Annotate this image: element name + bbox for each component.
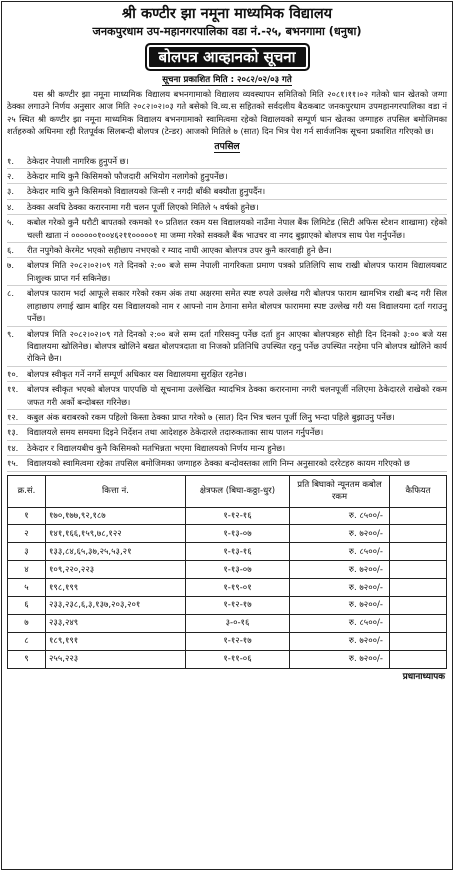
condition-text: ठेक्का अवधि ठेक्का करारनामा गरी चलन पूर्जी लिएको मितिले ५ वर्षको हुनेछ। bbox=[27, 201, 259, 212]
cell-kitta: २५५,२२३ bbox=[46, 650, 186, 668]
condition-text: बोलपत्र मिति २०८२।०२।०९ गते दिनको २:०० बजे सम्म नेपाली नागरिकता प्रमाण पत्रको प्रतिलिपि साथ राखी बोलपत्र फाराम विद्यालयबाट निःशुल्क प्राप्त गर्न सकिनेछ। bbox=[27, 260, 447, 283]
cell-kitta: २३३,२४९ bbox=[46, 614, 186, 632]
condition-item bbox=[7, 169, 447, 184]
condition-number: ३. bbox=[7, 186, 14, 197]
condition-text: विद्यालयले समय समयमा दिइने निर्देशन तथा आदेशहरु ठेकेदारले तदारुकताका साथ पालन गर्नुपर्नेछ। bbox=[27, 427, 324, 438]
cell-rate: रु. ८५००/- bbox=[290, 543, 390, 561]
cell-area: १-१३-०७ bbox=[186, 525, 290, 543]
cell-area: १-१२-१७ bbox=[186, 632, 290, 650]
condition-number: ८. bbox=[7, 288, 14, 299]
cell-remarks bbox=[390, 579, 447, 597]
cell-serial: ७ bbox=[8, 614, 46, 632]
cell-rate: रु. ७२००/- bbox=[290, 561, 390, 579]
condition-item bbox=[7, 154, 447, 169]
cell-serial: ३ bbox=[8, 543, 46, 561]
condition-text: ठेकेदार माथि कुनै किसिमको फौजदारी अभियोग नलागेको हुनुपर्नेछ। bbox=[27, 171, 228, 182]
condition-item bbox=[7, 286, 447, 326]
signature: प्रधानाध्यापक bbox=[402, 671, 445, 682]
school-name: श्री कण्टीर झा नमूना माध्यमिक विद्यालय bbox=[121, 6, 333, 22]
condition-text: रीत नपुगेको केरमेट भएको सहीछाप नभएको र म्याद नाघी आएका बोलपत्र उपर कुनै कारवाही हुने छैन। bbox=[27, 245, 332, 256]
condition-text: ठेकेदार र विद्यालयबीच कुनै किसिमको मतभिन्नता भएमा विद्यालयको निर्णय मान्य हुनेछ। bbox=[27, 442, 286, 453]
cell-kitta: १७०,१७७,९२,१८७ bbox=[46, 507, 186, 525]
publish-date-text: सूचना प्रकाशित मिति : २०८२/०२/०३ गते bbox=[162, 75, 292, 85]
cell-kitta: १३३,८४,६५,३७,२५,५३,२१ bbox=[46, 543, 186, 561]
cell-serial: २ bbox=[8, 525, 46, 543]
notice-page bbox=[1, 1, 453, 870]
condition-number: ९. bbox=[7, 328, 14, 339]
cell-serial: ८ bbox=[8, 632, 46, 650]
schedule-heading bbox=[7, 140, 447, 153]
cell-area: १-१२-१७ bbox=[186, 597, 290, 615]
cell-remarks bbox=[390, 543, 447, 561]
table-row bbox=[8, 507, 447, 525]
condition-text: कबोल गरेको कुनै धरौटी बापतको रकमको १० प्रतिशत रकम यस विद्यालयको नाउँमा नेपाल बैंक लिमिटेड (सिटी अफिस स्टेशन शाखामा) रहेको चल्ती खाता नं ००००००१००४६२११०००००१ मा जम्मा गरेको सक्कलै बैंक भाउचर वा नगद बुझाएको बोलपत्र साथ पेश गर्नुपर्नेछ। bbox=[27, 217, 447, 240]
cell-serial: ५ bbox=[8, 579, 46, 597]
condition-text: बोलपत्र स्वीकृत गर्ने नगर्ने सम्पूर्ण अधिकार यस विद्यालयमा सुरक्षित रहनेछ। bbox=[27, 368, 247, 379]
cell-kitta: १९८,१९९ bbox=[46, 579, 186, 597]
condition-text: बोलपत्र स्वीकृत भएको बोलपत्र पाएपछि यो सूचनामा उल्लेखित म्यादभित्र ठेक्का करारनामा नगरी चलनपूर्जी नलिएमा ठेकेदारले राखेको रकम जफत गरी अर्को बन्दोबस्त गरिनेछ। bbox=[27, 384, 447, 407]
condition-text: विद्यालयको स्वामित्वमा रहेका तपसिल बमोजिमका जग्गाहरु ठेक्का बन्दोवस्तका लागि निम्न अनुसारको दररेटहरु कायम गरिएको छ bbox=[27, 458, 410, 469]
table-row bbox=[8, 632, 447, 650]
condition-number: १. bbox=[7, 155, 14, 166]
cell-serial: ९ bbox=[8, 650, 46, 668]
cell-rate: रु. ७२००/- bbox=[290, 579, 390, 597]
condition-item bbox=[7, 410, 447, 425]
table-row bbox=[8, 543, 447, 561]
notice-title: बोलपत्र आव्हानको सूचना bbox=[145, 43, 310, 71]
cell-remarks bbox=[390, 650, 447, 668]
cell-area: १-११-०६ bbox=[186, 650, 290, 668]
condition-text: ठेकेदार नेपाली नागरिक हुनुपर्ने छ। bbox=[27, 155, 129, 166]
condition-number: ४. bbox=[7, 201, 14, 212]
condition-number: ६. bbox=[7, 245, 14, 256]
cell-serial: १ bbox=[8, 507, 46, 525]
cell-rate: रु. ७२००/- bbox=[290, 632, 390, 650]
table-row bbox=[8, 614, 447, 632]
condition-number: १०. bbox=[7, 368, 19, 379]
condition-item bbox=[7, 456, 447, 471]
col-rate: प्रति बिघाको न्यूनतम कबोल रकम bbox=[290, 475, 390, 507]
plots-table bbox=[7, 475, 447, 669]
cell-area: १-१२-१६ bbox=[186, 507, 290, 525]
cell-remarks bbox=[390, 614, 447, 632]
condition-item bbox=[7, 215, 447, 243]
notice-title-wrap bbox=[7, 43, 447, 71]
condition-number: १३. bbox=[7, 427, 19, 438]
condition-number: ७. bbox=[7, 260, 14, 271]
condition-number: २. bbox=[7, 171, 14, 182]
condition-text: ठेकेदार माथि कुनै किसिमको विद्यालयको जिन्सी र नगदी बाँकी बक्यौता हुनुपर्दैन। bbox=[27, 186, 266, 197]
condition-number: १२. bbox=[7, 411, 19, 422]
conditions-list bbox=[7, 154, 447, 472]
col-kitta: कित्ता नं. bbox=[46, 475, 186, 507]
cell-rate: रु. ८५००/- bbox=[290, 614, 390, 632]
table-row bbox=[8, 597, 447, 615]
condition-number: ५. bbox=[7, 217, 14, 228]
col-remarks: कैफियत bbox=[390, 475, 447, 507]
cell-remarks bbox=[390, 597, 447, 615]
cell-area: १-१३-१६ bbox=[186, 543, 290, 561]
condition-item bbox=[7, 425, 447, 440]
cell-area: १-१९-०१ bbox=[186, 579, 290, 597]
intro-paragraph: यस श्री कण्टीर झा नमूना माध्यमिक विद्यालय बभनगामाको विद्यालय व्यवस्थापन समितिको मिति २०८१।११।०२ गतेको धान खेतको जग्गा ठेक्का लगाउने निर्णय अनुसार आज मिति २०८२।०२।०३ गते बसेको वि.व्य.स सहितको सर्वदलीय बैठकबाट जनकपुरधाम उपमहानगरपालिका वडा नं २५ स्थित श्री कण्टीर झा नमूना माध्यमिक विद्यालय बभनगामाको स्वामित्वमा रहेको विद्यालयको सम्पूर्ण धान खेतका जग्गाहरु तपसिल बमोजिमका शर्तहरुको अधिनमा रही रितपूर्वक सिलबन्दी बोलपत्र (टेन्डर) आजको मितिले ७ (सात) दिन भित्र पेश गर्न सार्वजनिक सूचना प्रकाशित गरिएको छ। bbox=[7, 89, 447, 137]
col-area: क्षेत्रफल (बिघा-कठ्ठा-धुर) bbox=[186, 475, 290, 507]
table-header-row bbox=[8, 475, 447, 507]
condition-number: १५. bbox=[7, 458, 19, 469]
cell-area: १-१३-०७ bbox=[186, 561, 290, 579]
table-row bbox=[8, 579, 447, 597]
cell-remarks bbox=[390, 507, 447, 525]
condition-item bbox=[7, 441, 447, 456]
condition-text: कबुल अंक बराबरको रकम पहिलो किस्ता ठेक्का प्राप्त गरेको ७ (सात) दिन भित्र चलन पूर्जी लिनु भन्दा पहिले बुझाउनु पर्नेछ। bbox=[27, 411, 395, 422]
condition-item bbox=[7, 243, 447, 258]
cell-kitta: १४१,१६६,१५९,७८,१२२ bbox=[46, 525, 186, 543]
cell-kitta: २३३,२३८,६,३,१३७,२०३,२०१ bbox=[46, 597, 186, 615]
condition-item bbox=[7, 327, 447, 367]
table-row bbox=[8, 650, 447, 668]
condition-item bbox=[7, 258, 447, 286]
schedule-heading-text: तपसिल bbox=[214, 140, 240, 152]
cell-kitta: १८९,१९१ bbox=[46, 632, 186, 650]
school-address: जनकपुरधाम उप-महानगरपालिका वडा नं.-२५, बभनगामा (धनुषा) bbox=[92, 25, 362, 38]
cell-rate: रु. ७२००/- bbox=[290, 597, 390, 615]
cell-serial: ४ bbox=[8, 561, 46, 579]
cell-serial: ६ bbox=[8, 597, 46, 615]
condition-item bbox=[7, 200, 447, 215]
condition-number: १४. bbox=[7, 442, 19, 453]
cell-rate: रु. ८५००/- bbox=[290, 507, 390, 525]
condition-item bbox=[7, 184, 447, 199]
cell-rate: रु. ७२००/- bbox=[290, 650, 390, 668]
cell-remarks bbox=[390, 561, 447, 579]
table-row bbox=[8, 561, 447, 579]
col-serial: क्र.सं. bbox=[8, 475, 46, 507]
cell-rate: रु. ७२००/- bbox=[290, 525, 390, 543]
condition-text: बोलपत्र फाराम भर्दा आफूले सकार गरेको रकम अंक तथा अक्षरमा समेत स्पष्ट रुपले उल्लेख गरी बोलपत्र फाराम खामभित्र राखी बन्द गरी सिल लाहाछाप लगाई खाम बाहिर यस विद्यालयको नाम र आफ्नो नाम ठेगाना समेत बोलपत्र फाराममा स्पष्ट उल्लेख गरी यस विद्यालयमा दर्ता गराउनु पर्नेछ। bbox=[27, 288, 447, 324]
cell-remarks bbox=[390, 525, 447, 543]
condition-number: ११. bbox=[7, 384, 19, 395]
cell-area: ३-०-१६ bbox=[186, 614, 290, 632]
condition-item bbox=[7, 367, 447, 382]
condition-item bbox=[7, 382, 447, 410]
cell-remarks bbox=[390, 632, 447, 650]
condition-text: बोलपत्र मिति २०८२।०२।०९ गते दिनको २:०० बजे सम्म दर्ता गरिसक्नु पर्नेछ दर्ता हुन आएका बोलपत्रहरु सोही दिन दिनको ३:०० बजे यस विद्यालयमा खोलिनेछ। बोलपत्र खोलिने बखत बोलपत्रदाता वा निजको प्रतिनिधि उपस्थित रहनु पर्नेछ उपस्थित नरहेमा पनि बोलपत्र खोलिने कार्य रोकिने छैन। bbox=[27, 328, 447, 364]
publish-date bbox=[7, 74, 447, 86]
cell-kitta: १०९,२२०,२२३ bbox=[46, 561, 186, 579]
table-row bbox=[8, 525, 447, 543]
